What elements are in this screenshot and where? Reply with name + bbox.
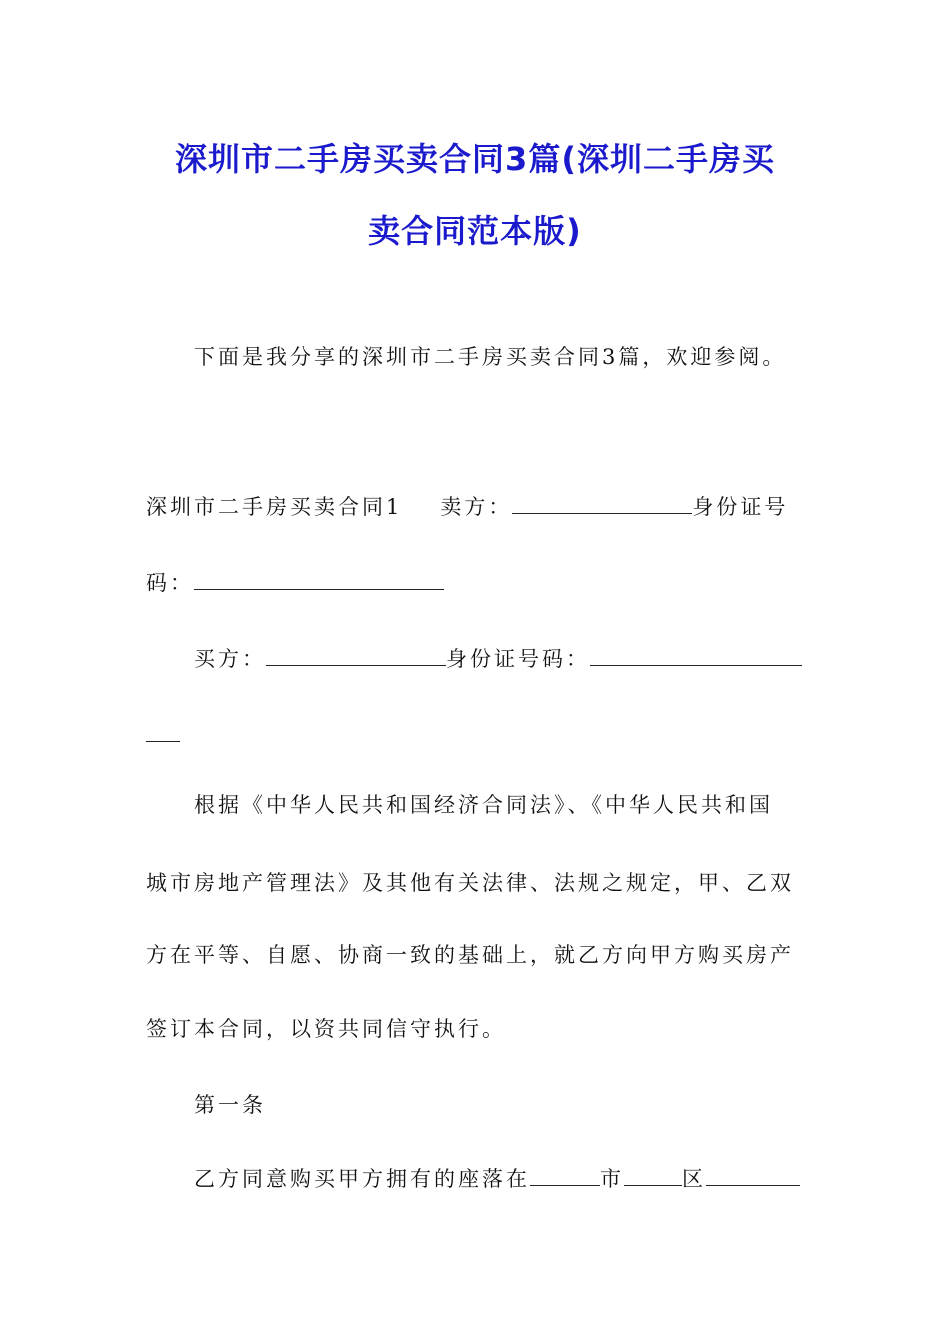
article-1-text-row [194, 1164, 800, 1194]
city-blank[interactable] [530, 1165, 600, 1186]
intro-paragraph: 下面是我分享的深圳市二手房买卖合同3篇，欢迎参阅。 [194, 345, 787, 369]
article-1-heading: 第一条 [194, 1093, 266, 1117]
article-1-text: 乙方同意购买甲方拥有的座落在 [194, 1167, 530, 1191]
seller-id-label-cont: 码： [146, 571, 194, 595]
paragraph-1-line-2: 城市房地产管理法》及其他有关法律、法规之规定，甲、乙双 [146, 871, 794, 895]
document-title-line-1: 深圳市二手房买卖合同3篇(深圳二手房买 [175, 140, 775, 178]
buyer-id-blank-cont-row [146, 720, 180, 750]
district-blank[interactable] [624, 1165, 682, 1186]
document-title-line-2: 卖合同范本版) [368, 212, 582, 250]
buyer-label: 买方： [194, 647, 266, 671]
paragraph-1-line-3: 方在平等、自愿、协商一致的基础上，就乙方向甲方购买房产 [146, 943, 794, 967]
city-label: 市 [600, 1167, 624, 1191]
seller-id-blank[interactable] [194, 569, 444, 590]
seller-name-blank[interactable] [512, 493, 692, 514]
seller-label: 卖方： [440, 495, 513, 519]
paragraph-1-line-1: 根据《中华人民共和国经济合同法》、《中华人民共和国 [194, 793, 773, 817]
buyer-id-blank-cont[interactable] [146, 721, 180, 742]
buyer-id-label: 身份证号码： [446, 647, 590, 671]
district-label: 区 [682, 1167, 706, 1191]
seller-id-label: 身份证号 [692, 495, 789, 519]
buyer-name-blank[interactable] [266, 645, 446, 666]
contract-heading-row [146, 492, 788, 522]
buyer-id-blank[interactable] [590, 645, 802, 666]
seller-id-row [146, 568, 444, 598]
address-blank[interactable] [706, 1165, 800, 1186]
paragraph-1-line-4: 签订本合同，以资共同信守执行。 [146, 1017, 506, 1041]
contract-heading: 深圳市二手房买卖合同1 [146, 495, 403, 519]
buyer-row [194, 644, 802, 674]
